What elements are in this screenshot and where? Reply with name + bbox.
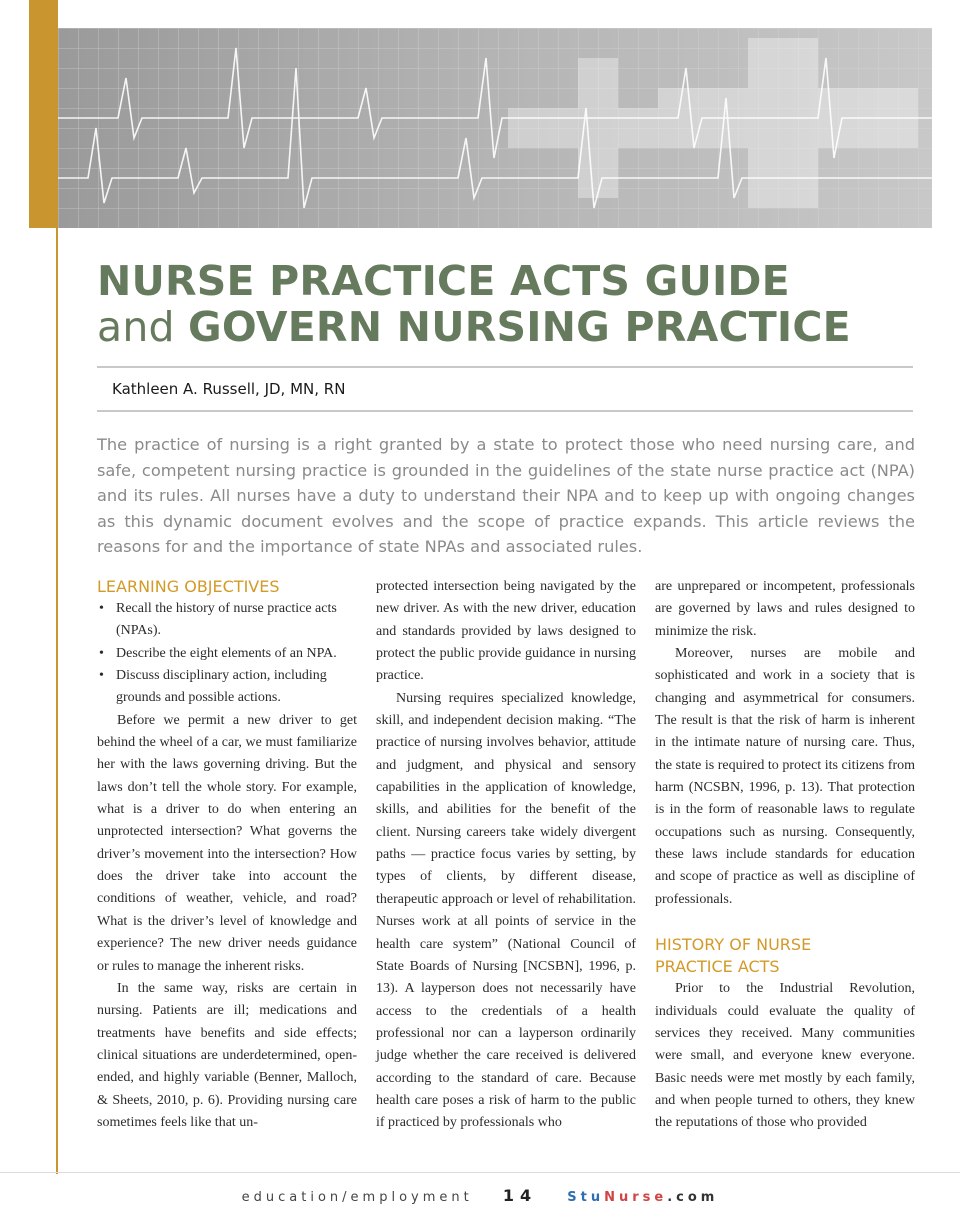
gold-accent-bar xyxy=(29,0,58,228)
title-and: and xyxy=(97,303,175,351)
body-paragraph: protected intersection being navigated by the new driver. As with the new driver, education and standards provided by laws designed to protect the public provide guidance in nursing practice. xyxy=(376,579,636,684)
history-heading-line-1: HISTORY OF NURSE xyxy=(655,935,812,955)
page-footer xyxy=(0,1186,960,1205)
learning-objectives-list xyxy=(97,598,357,710)
divider-top xyxy=(97,366,913,368)
brand-com: .com xyxy=(667,1190,719,1205)
page-number: 14 xyxy=(502,1186,538,1205)
title-line-2: GOVERN NURSING PRACTICE xyxy=(187,303,851,351)
author-byline: Kathleen A. Russell, JD, MN, RN xyxy=(112,380,346,398)
title-line-1: NURSE PRACTICE ACTS GUIDE xyxy=(97,257,790,305)
column-3 xyxy=(655,576,915,1135)
article-title xyxy=(97,258,927,350)
footer-divider xyxy=(0,1172,960,1173)
body-paragraph: Moreover, nurses are mobile and sophisticated and work in a society that is changing and asymmetrical for consumers. The result is that the risk of harm is inherent in the intimate nature of nursing care. Thus, the state is required to protect its citizens from harm (NCSBN, 1996, p. 13). That protection is in the form of reasonable laws to regulate occupations such as nursing. Consequently, these laws include standards for education and scope of practice as well as discipline of professionals. xyxy=(655,646,915,907)
abstract: The practice of nursing is a right granted by a state to protect those who need nursing care, and safe, competent nursing practice is grounded in the guidelines of the state nurse practice act (NPA) and its rules. All nurses have a duty to understand their NPA and to keep up with ongoing changes as this dynamic document evolves and the scope of practice expands. This article reviews the reasons for and the importance of state NPAs and associated rules. xyxy=(97,435,915,556)
body-paragraph: In the same way, risks are certain in nursing. Patients are ill; medications and treatments have benefits and side effects; clinical situations are underdetermined, open-ended, and highly variable (Benner, Malloch, & Sheets, 2010, p. 6). Providing nursing care sometimes feels like that un- xyxy=(97,980,357,1130)
brand-logo xyxy=(567,1190,718,1205)
body-paragraph: are unprepared or incompetent, professionals are governed by laws and rules designed to minimize the risk. xyxy=(655,579,915,639)
column-1 xyxy=(97,576,357,1134)
body-paragraph: Before we permit a new driver to get behind the wheel of a car, we must familiarize her with the laws governing driving. But the laws don’t tell the whole story. For example, what is a driver to do when entering an unprotected intersection? What governs the driver’s movement into the intersection? How does the driver take into account the conditions of weather, vehicle, and road? What is the driver’s level of knowledge and experience? The new driver needs guidance or rules to manage the inherent risks. xyxy=(97,712,357,974)
objective-item: • Describe the eight elements of an NPA. xyxy=(97,643,357,665)
history-heading-line-2: PRACTICE ACTS xyxy=(655,957,780,977)
body-paragraph: Nursing requires specialized knowledge, skill, and independent decision making. “The practice of nursing involves behavior, attitude and judgment, and physical and sensory capabilities in the application of knowledge, skills, and abilities for the benefit of the client. Nursing careers take widely divergent paths — practice focus varies by setting, by types of clients, by different disease, therapeutic approach or level of rehabilitation. Nurses work at all points of service in the health care system” (National Council of State Boards of Nursing [NCSBN], 1996, p. 13). A layperson does not necessarily have access to the credentials of a health professional nor can a layperson ordinarily judge whether the care received is delivered according to the standard of care. Because health care poses a risk of harm to the public if practiced by professionals who xyxy=(376,690,636,1131)
gold-accent-line xyxy=(56,228,58,1174)
divider-bottom xyxy=(97,410,913,412)
header-banner-image xyxy=(58,28,932,228)
footer-section: education/employment xyxy=(241,1190,473,1205)
column-2 xyxy=(376,576,636,1135)
brand-stu: Stu xyxy=(567,1190,605,1205)
body-paragraph: Prior to the Industrial Revolution, individuals could evaluate the quality of services they received. Many communities were small, and everyone knew everyone. Basic needs were met mostly by each family, and when people turned to others, they knew the reputations of those who provided xyxy=(655,981,915,1131)
learning-objectives-heading: LEARNING OBJECTIVES xyxy=(97,577,280,596)
history-heading xyxy=(655,934,915,978)
objective-item: • Discuss disciplinary action, including grounds and possible actions. xyxy=(97,665,357,710)
brand-nurse: Nurse xyxy=(604,1190,668,1205)
objective-item: • Recall the history of nurse practice acts (NPAs). xyxy=(97,598,357,643)
